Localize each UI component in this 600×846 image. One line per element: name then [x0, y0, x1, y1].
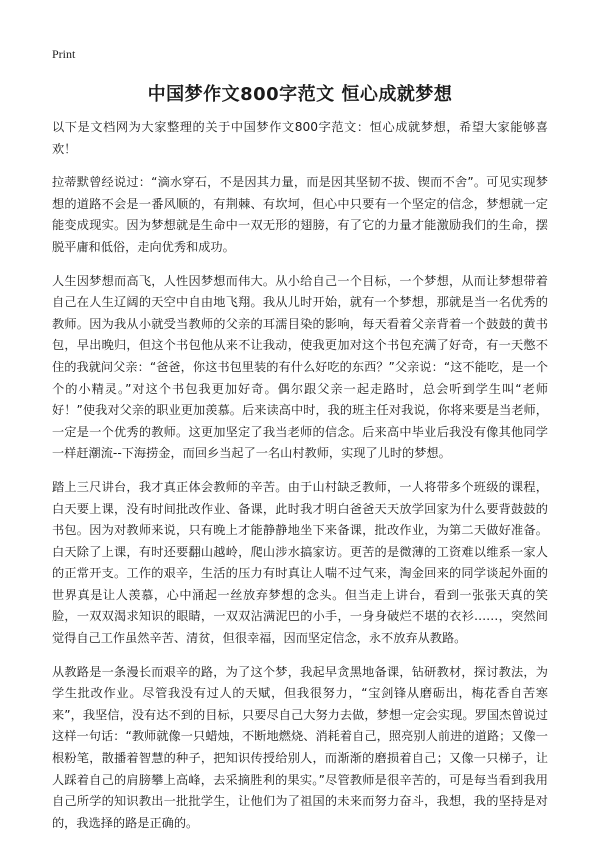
body-paragraph-1: 拉蒂默曾经说过：“滴水穿石，不是因其力量，而是因其坚韧不拔、锲而不舍”。可见实现梦想的道路不会是一番风顺的，有荆棘、有坎坷，但心中只要有一个坚定的信念，梦想就一定能变成现实。因为梦想就是生命中一双无形的翅膀，有了它的力量才能激励我们的生命，摆脱平庸和低俗，走向优秀和成功。	[52, 175, 548, 254]
article-body	[52, 117, 548, 846]
body-paragraph-3: 踏上三尺讲台，我才真正体会教师的辛苦。由于山村缺乏教师，一人将带多个班级的课程，白天要上课，没有时间批改作业、备课，此时我才明白爸爸天天放学回家为什么要背鼓鼓的书包。因为对教师来说，只有晚上才能静静地坐下来备课，批改作业，为第二天做好准备。白天除了上课，有时还要翻山越岭，爬山涉水搞家访。更苦的是微薄的工资难以维系一家人的正常开支。工作的艰辛，生活的压力有时真让人喘不过气来，淘金回来的同学谈起外面的世界真是让人羡慕，心中涌起一丝放弃梦想的念头。但当走上讲台，看到一张张天真的笑脸，一双双渴求知识的眼睛，一双双沾满泥巴的小手，一身身破烂不堪的衣衫……，突然间觉得自己工作虽然辛苦、清贫，但很幸福，因而坚定信念，永不放弃从教路。	[52, 479, 548, 646]
page-title: 中国梦作文800字范文 恒心成就梦想	[147, 84, 453, 105]
print-label: Print	[52, 47, 76, 61]
intro-paragraph: 以下是文档网为大家整理的关于中国梦作文800字范文：恒心成就梦想，希望大家能够喜欢！	[52, 120, 548, 156]
body-paragraph-2: 人生因梦想而高飞，人性因梦想而伟大。从小给自己一个目标，一个梦想，从而让梦想带着自己在人生辽阔的天空中自由地飞翔。我从儿时开始，就有一个梦想，那就是当一名优秀的教师。因为我从小就受当教师的父亲的耳濡目染的影响，每天看着父亲背着一个鼓鼓的黄书包，早出晚归，但这个书包他从来不让我动，使我更加对这个书包充满了好奇，有一天憋不住的我就问父亲：“爸爸，你这书包里装的有什么好吃的东西？”父亲说：“这不能吃，是一个个的小精灵。”对这个书包我更加好奇。偶尔跟父亲一起走路时，总会听到学生叫“老师好！”使我对父亲的职业更加羡慕。后来读高中时，我的班主任对我说，你将来要是当老师，一定是一个优秀的教师。这更加坚定了我当老师的信念。后来高中毕业后我没有像其他同学一样赶潮流--下海捞金，而回乡当起了一名山村教师，实现了儿时的梦想。	[52, 273, 548, 461]
body-paragraph-4: 从教路是一条漫长而艰辛的路，为了这个梦，我起早贪黑地备课，钻研教材，探讨教法，为学生批改作业。尽管我没有过人的天赋，但我很努力，“宝剑锋从磨砺出，梅花香自苦寒来”，我坚信，没有达不到的目标，只要尽自己大努力去做，梦想一定会实现。罗国杰曾说过这样一句话：“教师就像一只蜡烛，不断地燃烧、消耗着自己，照亮别人前进的道路；又像一根粉笔，散播着智慧的种子，把知识传授给别人，而渐渐的磨损着自己；又像一只梯子，让人踩着自己的肩膀攀上高峰，去采摘胜利的果实。”尽管教师是很辛苦的，可是每当看到我用自己所学的知识教出一批批学生，让他们为了祖国的未来而努力奋斗，我想，我的坚持是对的，我选择的路是正确的。	[52, 664, 548, 830]
